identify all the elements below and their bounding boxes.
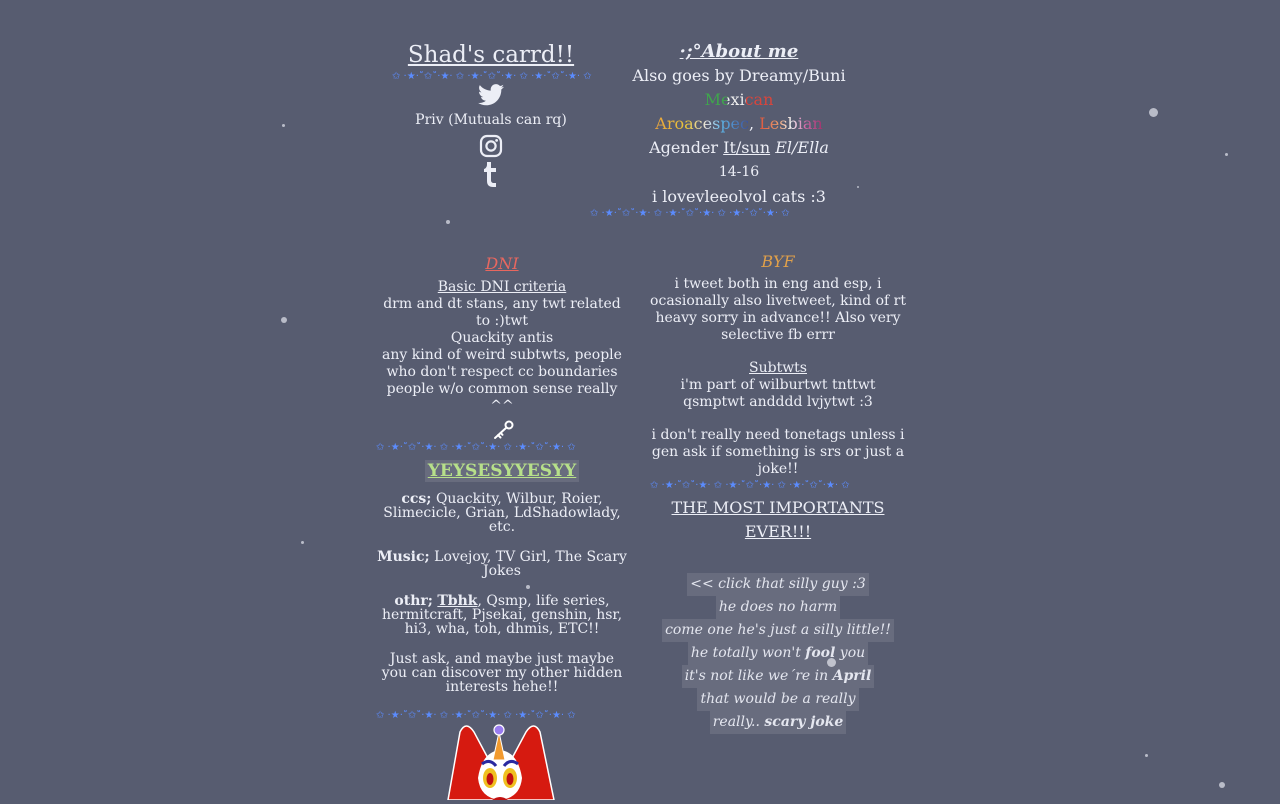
lesbian-label: Lesbian (759, 114, 823, 133)
silly-guy-poem (650, 573, 906, 734)
nationality-label: Mexican (704, 90, 774, 109)
poem-line-1: << click that silly guy :3 (687, 573, 869, 596)
yes-heading (376, 458, 628, 485)
othr-text (376, 594, 628, 636)
poem-line-5 (682, 665, 875, 688)
pronouns-es: El/Ella (775, 138, 829, 157)
pronouns-en-link[interactable]: It/sun (723, 138, 771, 157)
background-dot (446, 220, 450, 224)
tbhk-link[interactable]: Tbhk (437, 593, 478, 609)
background-dot (1225, 153, 1228, 156)
dni-line-2: Quackity antis (450, 330, 554, 346)
profile-panel (390, 40, 592, 70)
poem-line-7a: really.. (712, 714, 765, 730)
poem-line-4a: he totally won't (690, 645, 806, 661)
background-dot (282, 124, 285, 127)
byf-text-1: i tweet both in eng and esp, i ocasionally also livetweet, kind of rt heavy sorry in advance!! Also very selective fb errr (650, 276, 906, 343)
ask-text: Just ask, and maybe just maybe you can discover my other hidden interests hehe!! (381, 651, 623, 695)
music-list: Lovejoy, TV Girl, The Scary Jokes (434, 549, 627, 579)
poem-line-4c: you (835, 645, 866, 661)
subtwts-heading: Subtwts (749, 360, 807, 376)
background-dot (1219, 782, 1225, 788)
yes-panel (376, 458, 628, 694)
dni-heading: DNI (485, 254, 519, 273)
ccs-label: ccs; (401, 491, 432, 507)
poem-scary-joke: scary joke (764, 714, 844, 730)
dni-line-1: drm and dt stans, any twt related to :)twt (383, 296, 621, 329)
poem-line-7 (710, 711, 847, 734)
background-dot (281, 317, 287, 323)
important-panel (650, 496, 906, 544)
star-divider: ✩ ·★·˚✩˚·★· ✩ ·★·˚✩˚·★· ✩ ·★·˚✩˚·★· ✩ (650, 480, 850, 491)
dni-line-3: any kind of weird subtwts, people who don't respect cc boundaries people w/o common sense really (382, 347, 622, 397)
background-dot (1145, 754, 1148, 757)
identity-comma: , (748, 114, 755, 133)
othr-list: , Qsmp, life series, hermitcraft, Pjsekai, genshin, hsr, hi3, wha, toh, dhmis, ETC!! (381, 593, 623, 637)
nationality-text (600, 88, 878, 112)
music-label: Music; (377, 549, 430, 565)
instagram-icon[interactable] (479, 134, 503, 158)
dni-line-4: ^^ (490, 398, 514, 414)
byf-text-2: i'm part of wilburtwt tnttwt qsmptwt andddd lvjytwt :3 (680, 377, 876, 410)
pronouns-text (600, 136, 878, 160)
poem-line-5a: it's not like we´re in (684, 668, 833, 684)
agender-label: Agender (649, 138, 719, 157)
othr-label: othr; (394, 593, 433, 609)
star-divider: ✩ ·★·˚✩˚·★· ✩ ·★·˚✩˚·★· ✩ ·★·˚✩˚·★· ✩ (590, 208, 790, 219)
star-divider: ✩ ·★·˚✩˚·★· ✩ ·★·˚✩˚·★· ✩ ·★·˚✩˚·★· ✩ (376, 710, 576, 721)
poem-line-6: that would be a really (697, 688, 858, 711)
identity-text (600, 112, 878, 136)
byf-heading: BYF (761, 252, 795, 271)
aka-text: Also goes by Dreamy/Buni (632, 66, 846, 85)
byf-panel (650, 250, 906, 478)
twitter-icon[interactable] (478, 84, 504, 106)
byf-text-3: i don't really need tonetags unless i gen ask if something is srs or just a joke!! (651, 427, 905, 477)
dni-panel (376, 252, 628, 415)
key-icon[interactable] (492, 420, 514, 440)
background-dot (301, 541, 304, 544)
background-dot (1149, 108, 1158, 117)
poem-line-3: come one he's just a silly little!! (662, 619, 894, 642)
ccs-text (376, 492, 628, 534)
about-panel (600, 40, 878, 209)
tumblr-icon[interactable] (482, 162, 498, 188)
ccs-list: Quackity, Wilbur, Roier, Slimecicle, Grian, LdShadowlady, etc. (383, 491, 621, 535)
poem-line-4 (688, 642, 868, 665)
music-text (376, 550, 628, 578)
aroacespec-label: Aroacespec (655, 114, 749, 133)
important-heading: THE MOST IMPORTANTS EVER!!! (671, 498, 885, 541)
star-divider: ✩ ·★·˚✩˚·★· ✩ ·★·˚✩˚·★· ✩ ·★·˚✩˚·★· ✩ (376, 442, 576, 453)
priv-note: Priv (Mutuals can rq) (415, 112, 567, 128)
poem-fool: fool (805, 645, 836, 661)
cats-text: i lovevleeolvol cats :3 (652, 187, 826, 206)
basic-dni-criteria: Basic DNI criteria (437, 279, 567, 295)
clown-character[interactable] (442, 722, 558, 800)
site-title: Shad's carrd!! (407, 42, 575, 68)
age-text: 14-16 (718, 164, 760, 180)
poem-line-2: he does no harm (716, 596, 840, 619)
star-divider: ✩ ·★·˚✩˚·★· ✩ ·★·˚✩˚·★· ✩ ·★·˚✩˚·★· ✩ (392, 71, 592, 82)
yes-heading-text: YEYSESYYESYY (425, 460, 580, 482)
about-heading: ·;°About me (679, 41, 799, 62)
poem-april: April (832, 668, 872, 684)
